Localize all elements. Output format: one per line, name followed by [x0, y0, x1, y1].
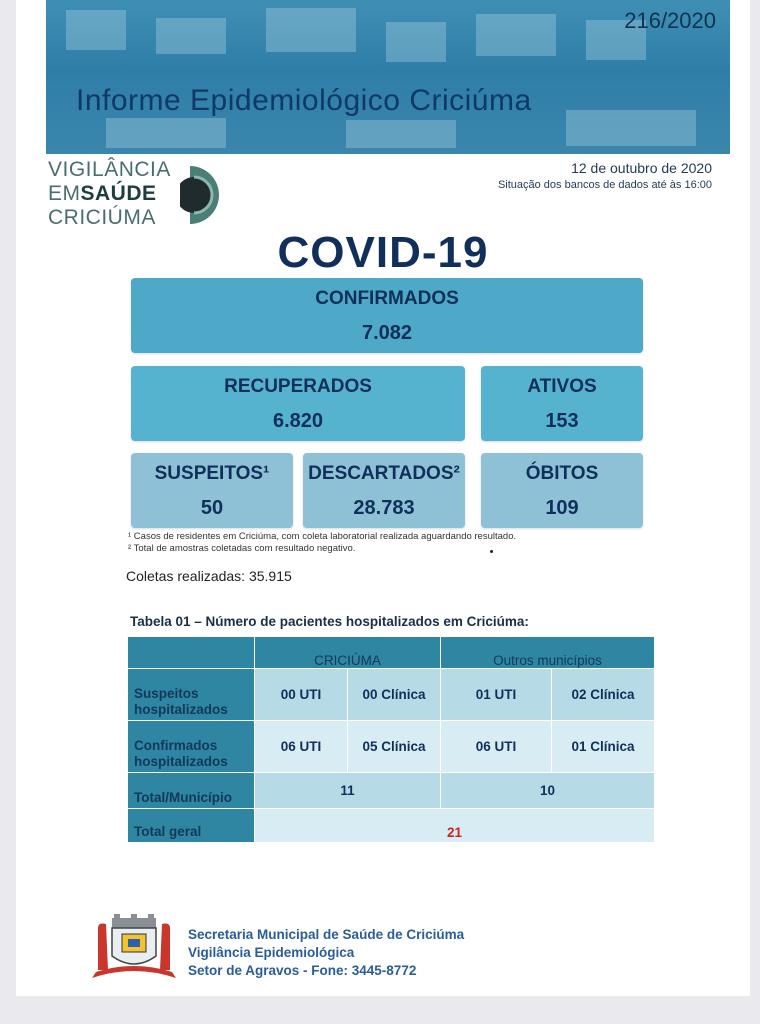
row-label-confirmados: Confirmados hospitalizados	[128, 721, 255, 773]
cell-confirmados-outros-uti: 06 UTI	[441, 721, 552, 773]
footnote-1: ¹ Casos de residentes em Criciúma, com coleta laboratorial realizada aguardando resultado.	[128, 531, 517, 542]
logo-line3: CRICIÚMA	[48, 206, 156, 229]
suspeitos-value: 50	[200, 497, 224, 519]
criciuma-crest-icon	[88, 912, 180, 984]
row-label-suspeitos: Suspeitos hospitalizados	[128, 669, 255, 721]
cell-confirmados-criciuma-uti: 06 UTI	[255, 721, 348, 773]
cell-suspeitos-outros-uti: 01 UTI	[441, 669, 552, 721]
suspeitos-label: SUSPEITOS¹	[154, 463, 270, 484]
cell-suspeitos-criciuma-uti: 00 UTI	[255, 669, 348, 721]
descartados-label: DESCARTADOS²	[308, 463, 460, 484]
cell-suspeitos-outros-clinica: 02 Clínica	[552, 669, 655, 721]
footer-line3: Setor de Agravos - Fone: 3445-8772	[188, 963, 417, 978]
header-outros-municipios: Outros municípios	[441, 637, 655, 669]
confirmados-box	[131, 278, 643, 353]
footer-line2: Vigilância Epidemiológica	[188, 945, 355, 960]
cell-suspeitos-criciuma-clinica: 00 Clínica	[348, 669, 441, 721]
coletas-realizadas: Coletas realizadas: 35.915	[126, 568, 292, 584]
footnote-2: ² Total de amostras coletadas com resultado negativo.	[128, 543, 356, 554]
table-corner-cell	[128, 637, 255, 669]
footer-line1: Secretaria Municipal de Saúde de Criciúma	[188, 927, 465, 942]
cell-confirmados-criciuma-clinica: 05 Clínica	[348, 721, 441, 773]
cell-total-outros: 10	[441, 773, 655, 809]
confirmados-label: CONFIRMADOS	[315, 288, 459, 309]
main-title: COVID-19	[277, 228, 489, 277]
header-banner	[46, 0, 730, 154]
report-date-block	[498, 160, 712, 191]
cell-total-geral: 21	[255, 809, 655, 843]
stray-dot	[490, 550, 493, 553]
table-row	[128, 773, 655, 809]
report-title: Informe Epidemiológico Criciúma	[76, 84, 532, 117]
hospitalized-table	[127, 636, 655, 843]
table-row	[128, 721, 655, 773]
recuperados-box	[131, 366, 465, 441]
table-row	[128, 809, 655, 843]
confirmados-value: 7.082	[361, 322, 413, 344]
descartados-box	[303, 453, 465, 528]
logo-line1: VIGILÂNCIA	[48, 158, 171, 181]
table-title: Tabela 01 – Número de pacientes hospitalizados em Criciúma:	[130, 614, 529, 629]
obitos-label: ÓBITOS	[525, 463, 599, 484]
recuperados-label: RECUPERADOS	[224, 376, 372, 397]
suspeitos-box	[131, 453, 293, 528]
header-criciuma: CRICIÚMA	[255, 637, 441, 669]
ativos-value: 153	[545, 410, 579, 432]
ativos-box	[481, 366, 643, 441]
report-number: 216/2020	[624, 8, 716, 33]
obitos-box	[481, 453, 643, 528]
database-situation: Situação dos bancos de dados até às 16:00	[497, 179, 712, 191]
cell-confirmados-outros-clinica: 01 Clínica	[552, 721, 655, 773]
row-label-total-geral: Total geral	[128, 809, 255, 843]
table-header-row	[128, 637, 655, 669]
obitos-value: 109	[545, 497, 579, 519]
report-date: 12 de outubro de 2020	[571, 160, 712, 176]
table-row	[128, 669, 655, 721]
recuperados-value: 6.820	[272, 410, 324, 432]
vigilancia-logo	[48, 158, 238, 234]
ativos-label: ATIVOS	[527, 376, 597, 397]
footer-contact	[188, 926, 464, 980]
document-page	[16, 0, 750, 996]
cell-total-criciuma: 11	[255, 773, 441, 809]
row-label-total-municipio: Total/Município	[128, 773, 255, 809]
logo-line2: EMSAÚDE	[48, 182, 157, 205]
logo-eye-icon	[180, 162, 246, 228]
descartados-value: 28.783	[353, 497, 415, 519]
